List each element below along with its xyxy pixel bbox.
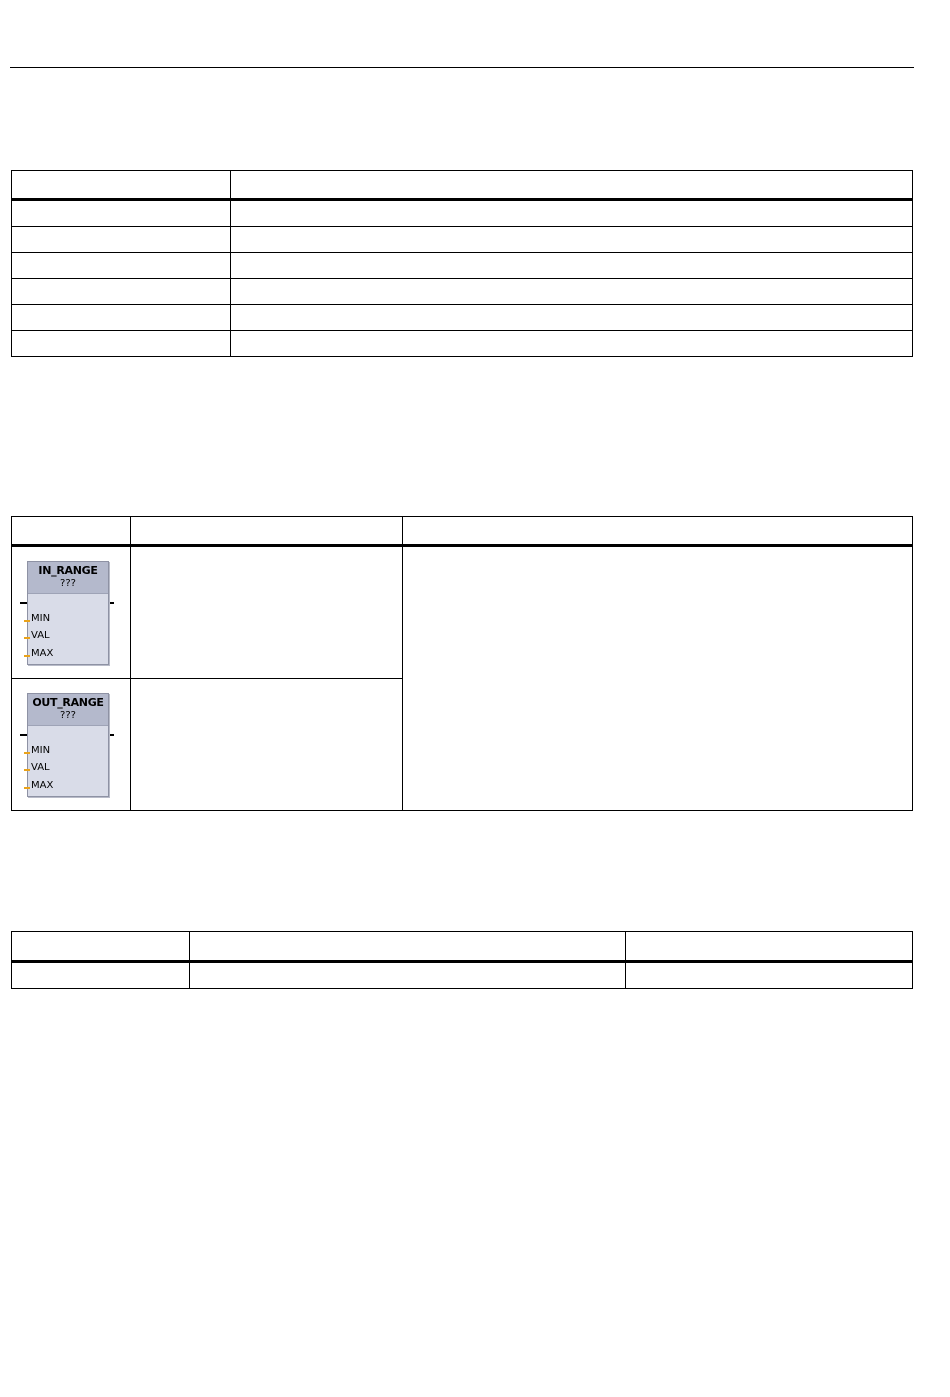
table-cell [403, 546, 913, 811]
out-range-box [12, 679, 130, 810]
table-header-cell [403, 517, 913, 546]
table-2-instructions [11, 516, 913, 811]
lad-box [27, 561, 109, 665]
pin-marker [24, 637, 30, 639]
table-row [12, 200, 913, 227]
table-row [12, 546, 913, 679]
table-cell [12, 200, 231, 227]
in-range-box [12, 547, 130, 678]
table-cell [12, 962, 190, 989]
pin-label-val: VAL [31, 630, 50, 641]
table-cell [231, 305, 913, 331]
table-header-cell [131, 517, 403, 546]
table-1 [11, 170, 913, 357]
table-cell [131, 679, 403, 811]
table-row [12, 331, 913, 357]
pin-marker [24, 655, 30, 657]
table-cell [231, 279, 913, 305]
pin-marker [24, 787, 30, 789]
table-row [12, 227, 913, 253]
lad-box-type: ??? [60, 578, 76, 589]
table-cell [231, 331, 913, 357]
table-cell [12, 279, 231, 305]
table-row [12, 279, 913, 305]
table-row [12, 305, 913, 331]
lad-box-title: OUT_RANGE [32, 696, 104, 709]
lad-box-type: ??? [60, 710, 76, 721]
pin-marker [24, 769, 30, 771]
table-header-row [12, 932, 913, 962]
lad-title-band [28, 694, 108, 726]
pin-label-max: MAX [31, 648, 54, 659]
table-cell [12, 253, 231, 279]
table-3 [11, 931, 913, 989]
table-header-cell [190, 932, 626, 962]
page-header-rule [10, 67, 914, 68]
table-cell [12, 305, 231, 331]
table-header-cell [12, 517, 131, 546]
table-cell [131, 546, 403, 679]
table-header-row [12, 171, 913, 200]
table-cell [231, 227, 913, 253]
table-header-cell [626, 932, 913, 962]
table-header-cell [12, 932, 190, 962]
pin-label-val: VAL [31, 762, 50, 773]
pin-marker [24, 620, 30, 622]
pin-marker [24, 752, 30, 754]
table-cell [190, 962, 626, 989]
table-cell [231, 200, 913, 227]
lad-icon-cell [12, 546, 131, 679]
lad-box [27, 693, 109, 797]
table-row [12, 962, 913, 989]
table-cell [12, 331, 231, 357]
table-header-cell [12, 171, 231, 200]
lad-icon-cell [12, 679, 131, 811]
table-cell [231, 253, 913, 279]
lad-title-band [28, 562, 108, 594]
lad-box-title: IN_RANGE [38, 564, 98, 577]
table-row [12, 253, 913, 279]
pin-label-min: MIN [31, 745, 51, 756]
table-cell [626, 962, 913, 989]
table-header-cell [231, 171, 913, 200]
table-cell [12, 227, 231, 253]
pin-label-min: MIN [31, 613, 51, 624]
pin-label-max: MAX [31, 780, 54, 791]
table-header-row [12, 517, 913, 546]
